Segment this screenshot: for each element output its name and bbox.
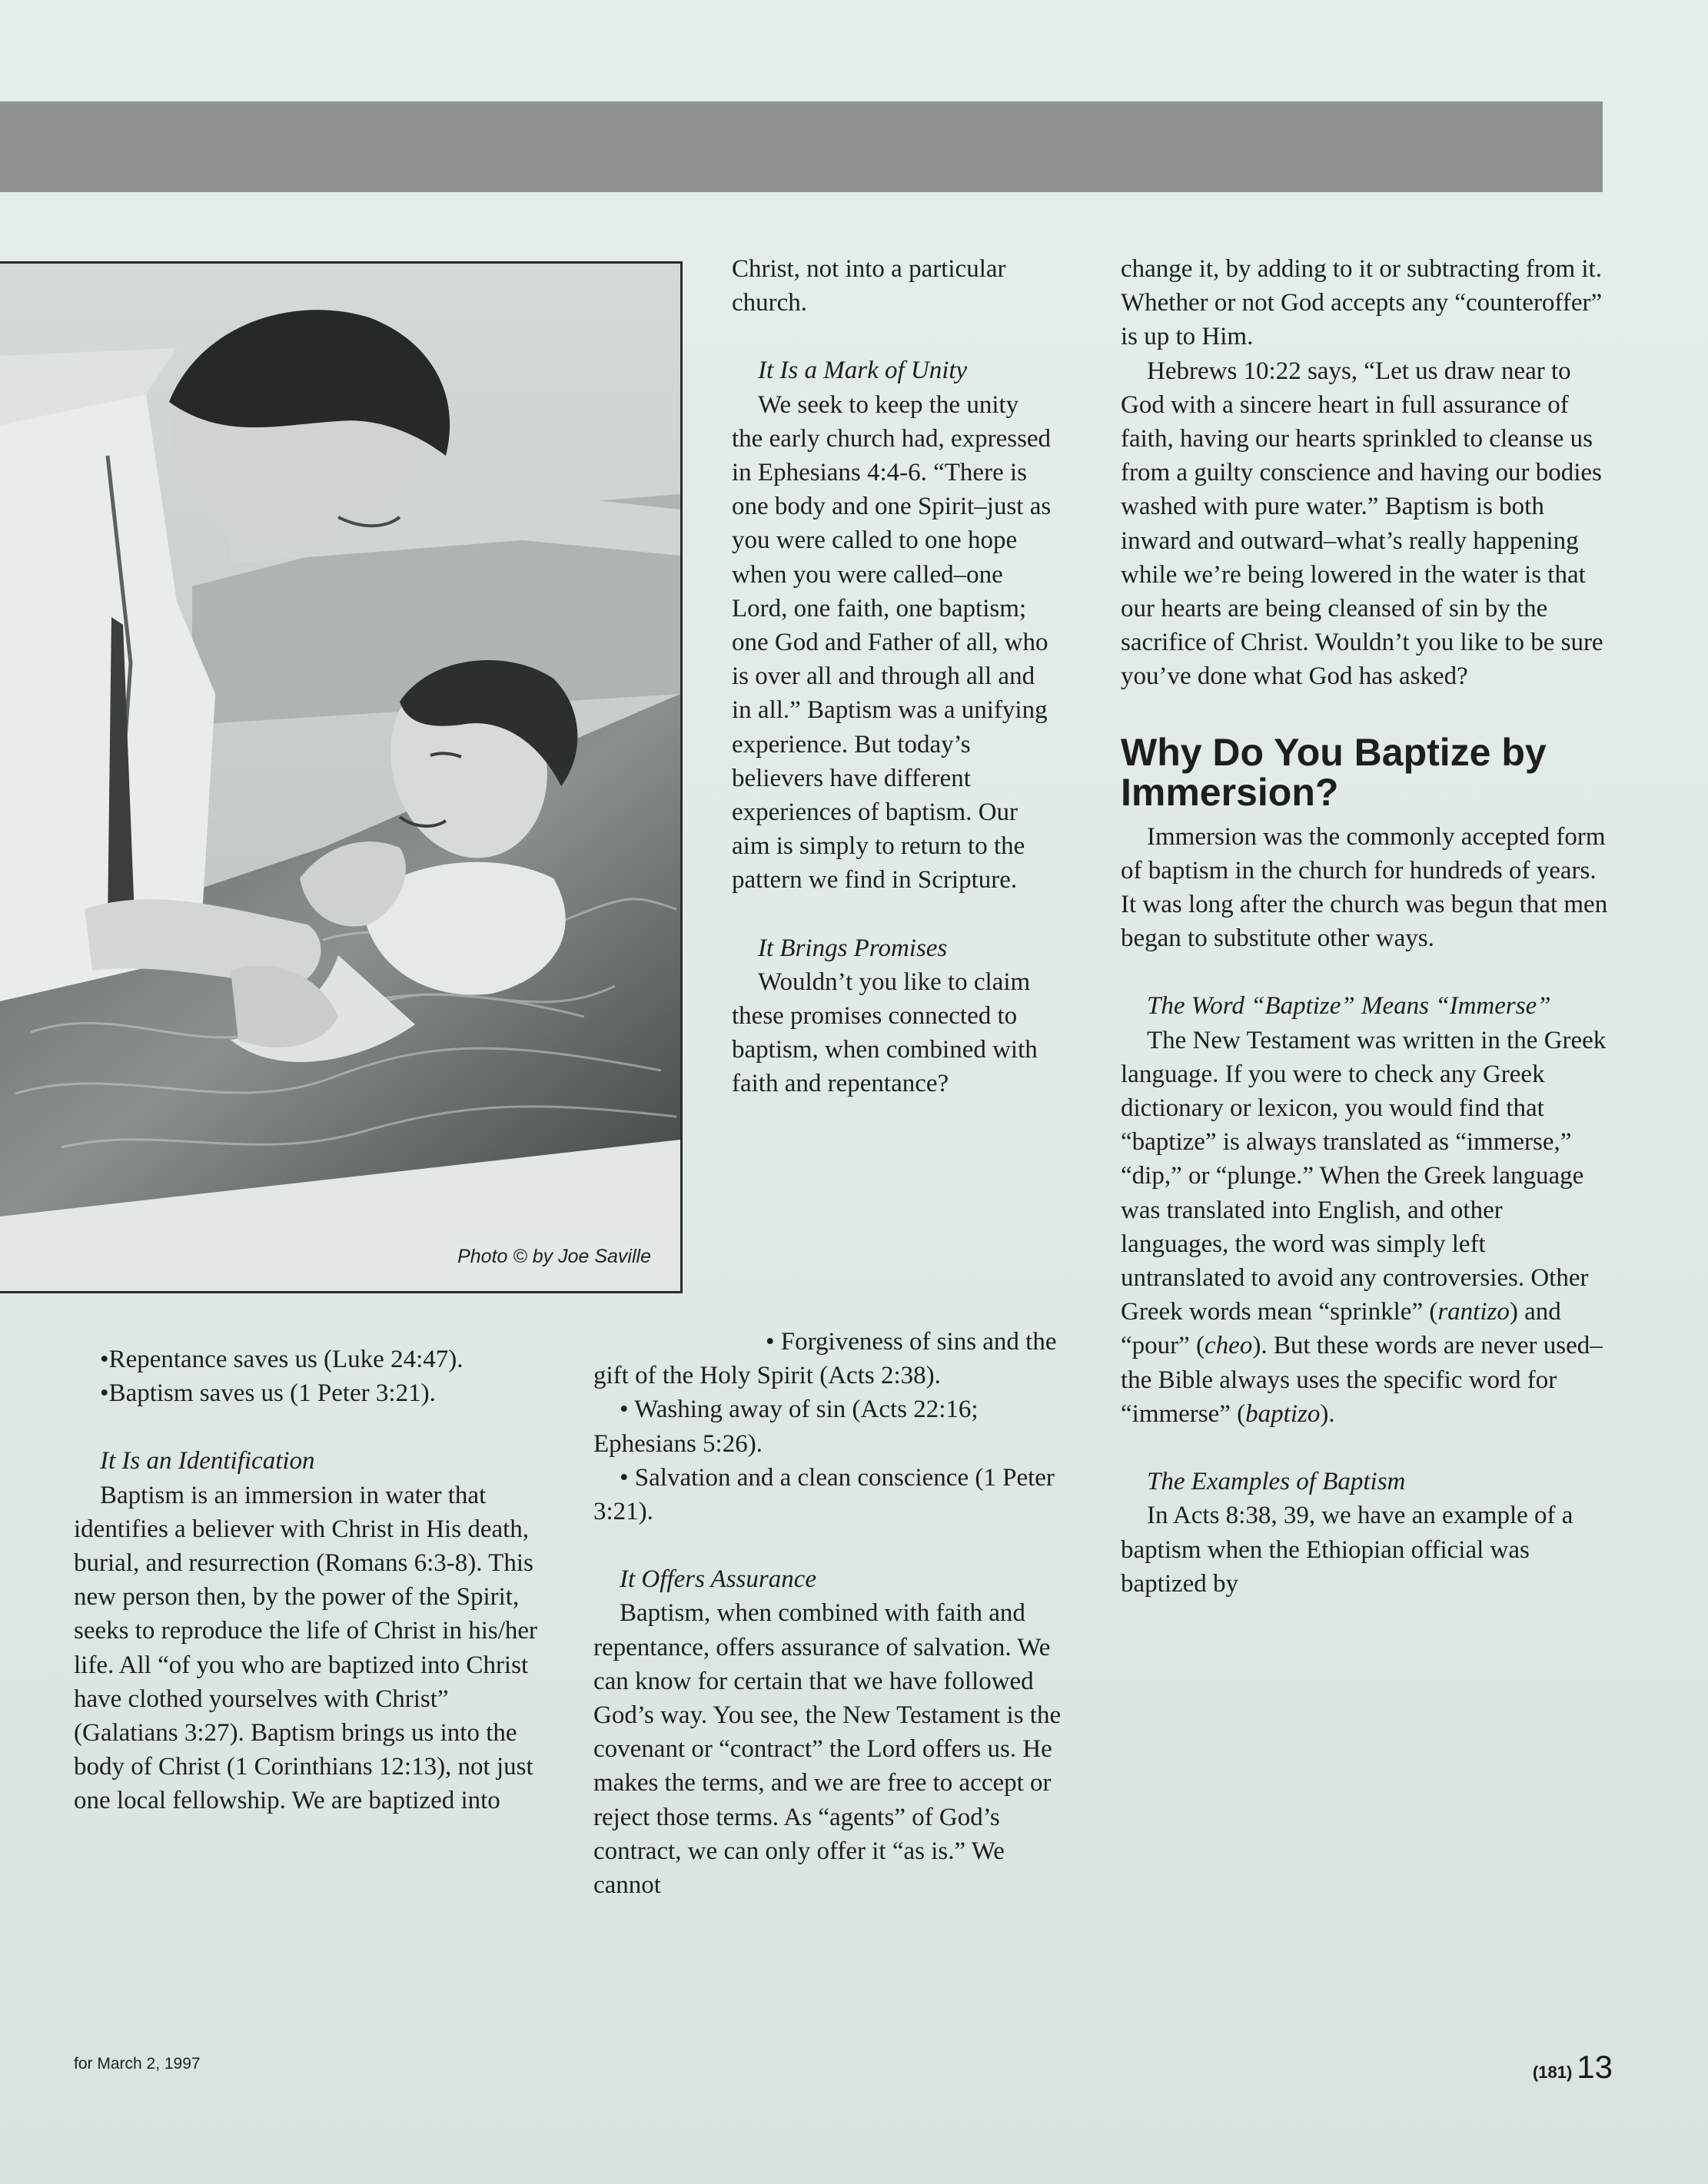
paragraph-assurance: Baptism, when combined with faith and repentance, offers assurance of salvation. We can know for certain that we have followed God’s way. You see, the New Testament is the covenant or “contract” the Lord offers us. He makes the terms, and we are free to accept or reject those terms. As “agents” of God’s contract, we can only offer it “as is.” We cannot [593, 1599, 1062, 1900]
footer-page-number [1533, 2049, 1613, 2086]
subheading-unity: It Is a Mark of Unity [758, 357, 968, 385]
paragraph-immersion: Immersion was the commonly accepted form of baptism in the church for hundreds of years. It was long after the church was begun that men began to substitute other ways. [1121, 822, 1608, 953]
left-column [74, 1343, 543, 1818]
paragraph-identification: Baptism is an immersion in water that identifies a believer with Christ in His death, burial, and resurrection (Romans 6:3-8). This new person then, by the power of the Spirit, seeks to reproduce the life of Christ in his/her life. All “of you who are baptized into Christ have clothed yourselves with Christ” (Galatians 3:27). Baptism brings us into the body of Christ (1 Corinthians 12:13), not just one local fellowship. We are baptized into [74, 1481, 538, 1815]
header-band [0, 101, 1603, 192]
paragraph-promises: Wouldn’t you like to claim these promises connected to baptism, when combined with faith and repentance? [732, 968, 1038, 1098]
page-code: (181) [1532, 2063, 1573, 2082]
promise-bullet-forgiveness: • Forgiveness of sins and the gift of the Holy Spirit (Acts 2:38). [593, 1328, 1057, 1390]
subheading-word-baptize: The Word “Baptize” Means “Immerse” [1147, 992, 1551, 1021]
subheading-identification: It Is an Identification [100, 1447, 315, 1475]
middle-column-top [732, 252, 1055, 1101]
subheading-assurance: It Offers Assurance [620, 1565, 817, 1594]
right-column [1121, 252, 1613, 1601]
page-number: 13 [1577, 2049, 1613, 2085]
paragraph-unity: We seek to keep the unity the early church had, expressed in Ephesians 4:4-6. “There is one body and one Spirit–just as you were called to one hope when you were called–one Lord, one faith, one baptism; one God and Father of all, who is over all and through all and in all.” Baptism was a unifying experience. But today’s believers have different experiences of baptism. Our aim is simply to return to the pattern we find in Scripture. [732, 390, 1052, 895]
photo-illustration [0, 264, 680, 1293]
paragraph-word-baptize [1121, 1024, 1613, 1431]
section-heading-immersion: Why Do You Baptize by Immersion? [1121, 730, 1547, 814]
term-rantizo: rantizo [1437, 1298, 1510, 1326]
promise-bullet-washing: • Washing away of sin (Acts 22:16; Ephesians 5:26). [593, 1396, 979, 1458]
promise-bullet-salvation: • Salvation and a clean conscience (1 Peter 3:21). [593, 1463, 1055, 1526]
footer-issue-date: for March 2, 1997 [74, 2055, 201, 2073]
word-text-1: The New Testament was written in the Greek language. If you were to check any Greek dictionary or lexicon, you would find that “baptize” is always translated as “immerse,” “dip,” or “plunge.” When the Greek language was translated into English, and other languages, the word was simply left untranslated to avoid any controversies. Other Greek words mean “sprinkle” ( [1121, 1026, 1607, 1326]
word-text-3: ). But these words are never used–the Bible always uses the specific word for “immerse” ( [1121, 1332, 1603, 1428]
photo-credit: Photo © by Joe Saville [454, 1246, 654, 1268]
baptism-photo [0, 261, 683, 1293]
word-text-4: ). [1320, 1399, 1335, 1428]
term-baptizo: baptizo [1245, 1399, 1321, 1428]
bullet-baptism: •Baptism saves us (1 Peter 3:21). [100, 1379, 436, 1408]
subheading-examples: The Examples of Baptism [1147, 1468, 1406, 1496]
mid-continuation: Christ, not into a particular church. [732, 255, 1006, 317]
word-text-2: ) and “pour” ( [1121, 1298, 1561, 1360]
term-cheo: cheo [1205, 1332, 1253, 1360]
right-continuation: change it, by adding to it or subtracting from it. Whether or not God accepts any “counteroffer” is up to Him. [1121, 255, 1603, 351]
paragraph-hebrews: Hebrews 10:22 says, “Let us draw near to God with a sincere heart in full assurance of faith, having our hearts sprinkled to cleanse us from a guilty conscience and having our bodies washed with pure water.” Baptism is both inward and outward–what’s really happening while we’re being lowered in the water is that our hearts are being cleansed of sin by the sacrifice of Christ. Wouldn’t you like to be sure you’ve done what God has asked? [1121, 357, 1603, 691]
paragraph-examples: In Acts 8:38, 39, we have an example of a baptism when the Ethiopian official was baptized by [1121, 1502, 1573, 1598]
bullet-repentance: •Repentance saves us (Luke 24:47). [100, 1346, 464, 1373]
middle-column-bottom [593, 1325, 1070, 1902]
subheading-promises: It Brings Promises [758, 934, 948, 962]
